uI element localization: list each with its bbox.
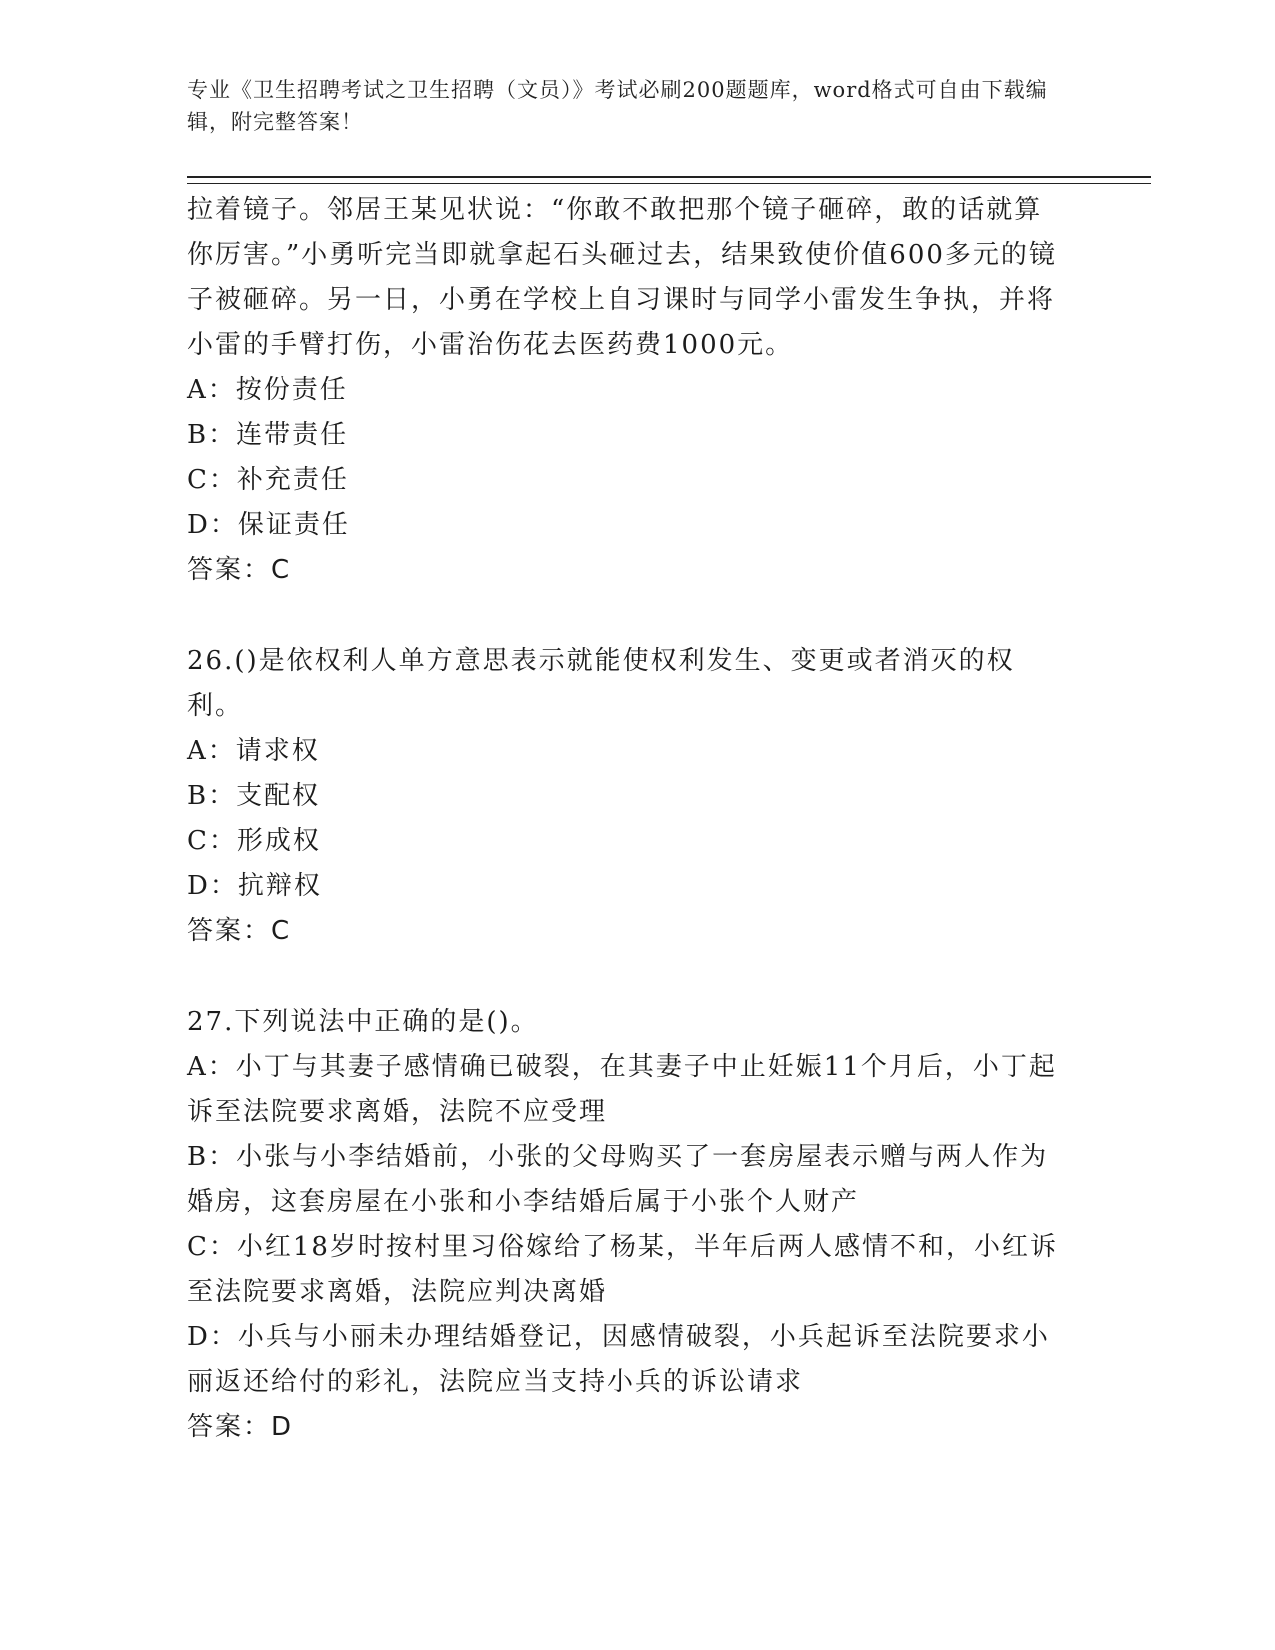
option-c: C：小红18岁时按村里习俗嫁给了杨某，半年后两人感情不和，小红诉至法院要求离婚，法院应判决离婚 bbox=[187, 1232, 1058, 1307]
option-b: B：连带责任 bbox=[187, 420, 349, 450]
document-body bbox=[187, 188, 1067, 1450]
option-a: A：按份责任 bbox=[187, 375, 348, 405]
question-25-continuation bbox=[187, 188, 1067, 593]
option-b: B：小张与小李结婚前，小张的父母购买了一套房屋表示赠与两人作为婚房，这套房屋在小张和小李结婚后属于小张个人财产 bbox=[187, 1142, 1049, 1217]
option-d: D：小兵与小丽未办理结婚登记，因感情破裂，小兵起诉至法院要求小丽返还给付的彩礼，法院应当支持小兵的诉讼请求 bbox=[187, 1322, 1050, 1397]
answer-line: 答案：C bbox=[187, 916, 292, 946]
option-d: D：保证责任 bbox=[187, 510, 350, 540]
question-title: 26.()是依权利人单方意思表示就能使权利发生、变更或者消灭的权利。 bbox=[187, 646, 1015, 721]
header-divider bbox=[187, 176, 1151, 184]
option-d: D：抗辩权 bbox=[187, 871, 322, 901]
answer-line: 答案：C bbox=[187, 555, 292, 585]
option-c: C：补充责任 bbox=[187, 465, 349, 495]
answer-line: 答案：D bbox=[187, 1412, 294, 1442]
option-c: C：形成权 bbox=[187, 826, 321, 856]
option-a: A：小丁与其妻子感情确已破裂，在其妻子中止妊娠11个月后，小丁起诉至法院要求离婚，法院不应受理 bbox=[187, 1052, 1057, 1127]
question-stem: 拉着镜子。邻居王某见状说：“你敢不敢把那个镜子砸碎，敢的话就算你厉害。”小勇听完当即就拿起石头砸过去，结果致使价值600多元的镜子被砸碎。另一日，小勇在学校上自习课时与同学小雷发生争执，并将小雷的手臂打伤，小雷治伤花去医药费1000元。 bbox=[187, 195, 1057, 360]
question-27 bbox=[187, 1000, 1067, 1450]
spacer bbox=[187, 593, 1067, 639]
option-a: A：请求权 bbox=[187, 736, 320, 766]
question-title: 27.下列说法中正确的是()。 bbox=[187, 1007, 539, 1037]
document-header: 专业《卫生招聘考试之卫生招聘（文员）》考试必刷200题题库，word格式可自由下载编辑，附完整答案！ bbox=[187, 78, 1048, 134]
option-b: B：支配权 bbox=[187, 781, 321, 811]
spacer bbox=[187, 954, 1067, 1000]
question-26 bbox=[187, 639, 1067, 954]
